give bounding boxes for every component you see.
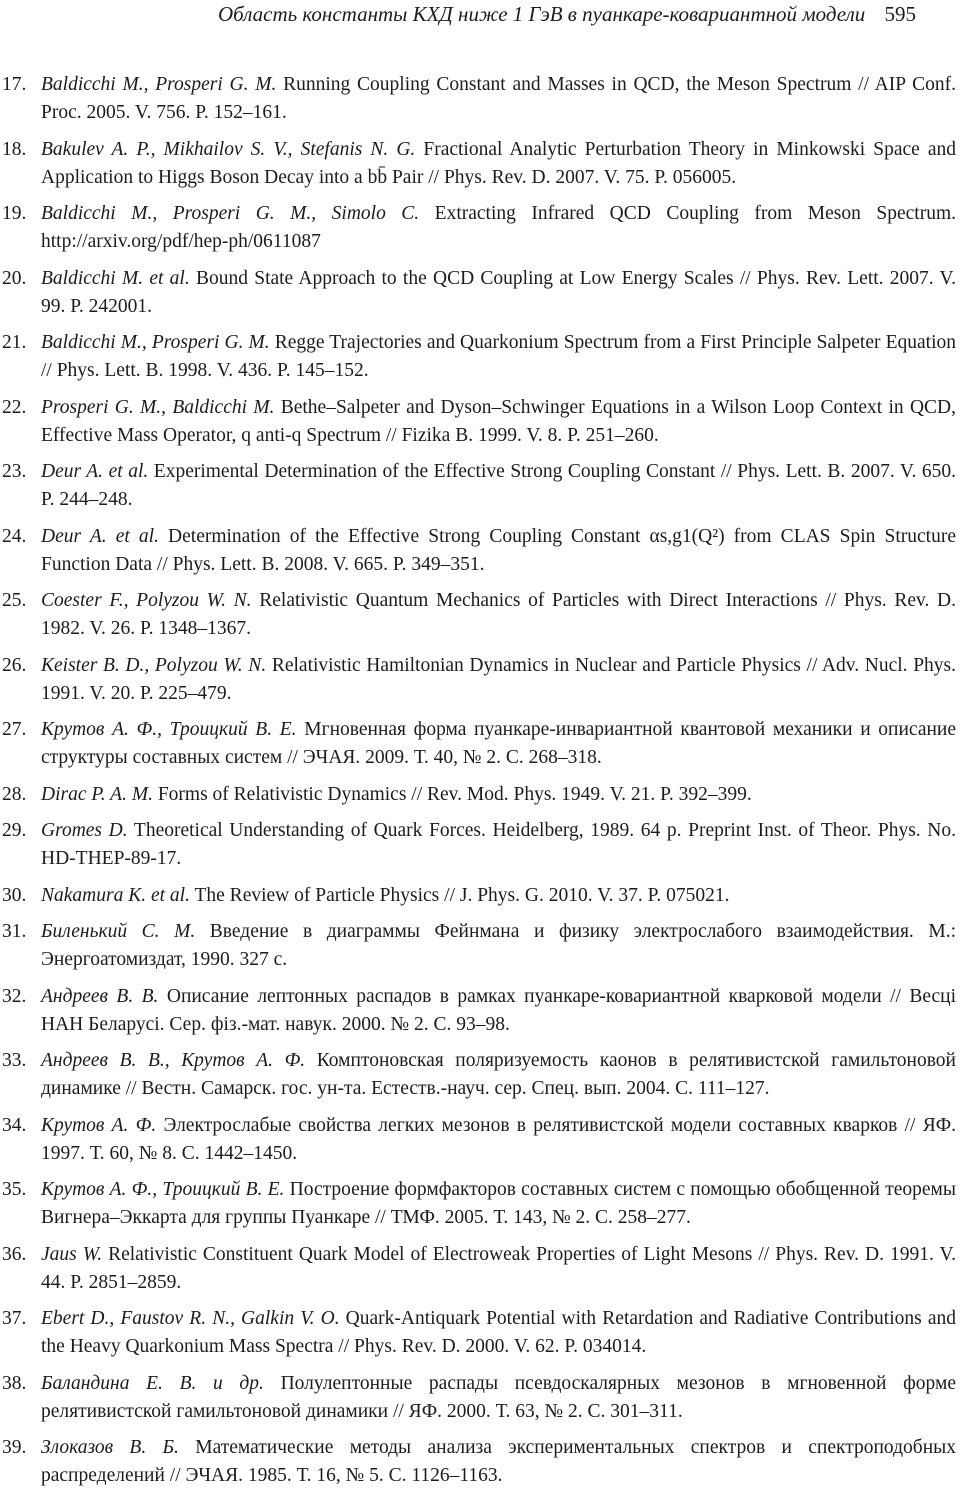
reference-number: 24. [2,525,27,547]
reference-text: Experimental Determination of the Effective Strong Coupling Constant // Phys. Lett. B. 2007. V. 650. P. 244–248. [41,461,956,510]
reference-text: Relativistic Hamiltonian Dynamics in Nuclear and Particle Physics // Adv. Nucl. Phys. 1991. V. 20. P. 225–479. [41,654,956,704]
reference-item [0,136,960,192]
reference-number: 34. [2,1114,27,1136]
reference-authors: Dirac P. A. M. [41,783,153,805]
reference-number: 25. [2,590,27,611]
reference-item [0,265,960,321]
reference-authors: Крутов А. Ф. [41,1114,157,1136]
reference-authors: Биленький С. М. [41,921,196,942]
reference-number: 20. [2,267,27,289]
reference-number: 19. [2,203,27,224]
reference-number: 35. [2,1179,27,1200]
reference-number: 22. [2,396,27,418]
reference-authors: Андреев В. В. [41,985,159,1007]
reference-text: Математические методы анализа экспериментальных спектров и спектроподобных распределений // ЭЧАЯ. 1985. Т. 16, № 5. С. 1126–1163. [41,1437,956,1486]
reference-item [0,458,960,514]
reference-number: 38. [2,1372,27,1394]
reference-text: Running Coupling Constant and Masses in QCD, the Meson Spectrum // AIP Conf. Proc. 2005. V. 756. P. 152–161. [41,74,956,123]
reference-authors: Prosperi G. M., Baldicchi M. [41,396,275,418]
reference-text: Bound State Approach to the QCD Coupling at Low Energy Scales // Phys. Rev. Lett. 2007. V. 99. P. 242001. [41,267,957,317]
reference-text: Quark-Antiquark Potential with Retardation and Radiative Contributions and the Heavy Quarkonium Mass Spectra // Phys. Rev. D. 2000. V. 62. P. 034014. [41,1308,956,1357]
reference-number: 29. [2,820,27,841]
reference-text: Электрослабые свойства легких мезонов в релятивистской модели составных кварков // ЯФ. 1997. Т. 60, № 8. С. 1442–1450. [41,1114,956,1164]
reference-item [0,918,960,974]
reference-authors: Ebert D., Faustov R. N., Galkin V. O. [41,1308,340,1329]
running-header [218,0,916,40]
reference-authors: Злоказов В. Б. [41,1437,179,1458]
reference-number: 28. [2,783,27,805]
reference-authors: Gromes D. [41,820,128,841]
reference-authors: Bakulev A. P., Mikhailov S. V., Stefanis N. G. [41,138,416,160]
reference-number: 30. [2,884,27,906]
reference-number: 33. [2,1050,27,1071]
reference-authors: Баландина Е. В. и др. [41,1372,264,1394]
reference-item [0,1434,960,1490]
reference-authors: Baldicchi M., Prosperi G. M., Simolo C. [41,203,420,224]
reference-number: 23. [2,461,27,482]
page-number: 595 [884,2,916,26]
reference-text: Fractional Analytic Perturbation Theory in Minkowski Space and Application to Higgs Boson Decay into a bb̄ Pair // Phys. Rev. D. 2007. V. 75. P. 056005. [41,138,956,188]
reference-text: Построение формфакторов составных систем с помощью обобщенной теоремы Вигнера–Эккарта для группы Пуанкаре // ТМФ. 2005. Т. 143, № 2. С. 258–277. [41,1179,956,1228]
reference-number: 37. [2,1308,27,1329]
reference-item [0,652,960,708]
reference-number: 32. [2,985,27,1007]
reference-text: Описание лептонных распадов в рамках пуанкаре-ковариантной кварковой модели // Весці НАН Беларусі. Сер. фіз.-мат. навук. 2000. № 2. С. 93–98. [41,985,957,1035]
reference-item [0,523,960,579]
reference-authors: Coester F., Polyzou W. N. [41,590,252,611]
reference-authors: Крутов А. Ф., Троицкий В. Е. [41,1179,285,1200]
reference-item [0,1370,960,1426]
reference-item [0,1305,960,1361]
reference-authors: Baldicchi M., Prosperi G. M. [41,74,277,95]
reference-number: 27. [2,719,27,740]
reference-item [0,329,960,385]
reference-number: 18. [2,138,27,160]
reference-number: 31. [2,921,27,942]
reference-text: Комптоновская поляризуемость каонов в релятивистской гамильтоновой динамике // Вестн. Самарск. гос. ун-та. Естеств.-науч. сер. Спец. вып. 2004. С. 111–127. [41,1050,956,1099]
reference-number: 21. [2,332,27,353]
reference-item [0,71,960,127]
reference-number: 39. [2,1437,27,1458]
reference-text: The Review of Particle Physics // J. Phys. G. 2010. V. 37. P. 075021. [189,884,730,906]
running-header-title: Область константы КХД ниже 1 ГэВ в пуанкаре-ковариантной модели [218,2,866,26]
reference-item [0,983,960,1039]
reference-text: Bethe–Salpeter and Dyson–Schwinger Equations in a Wilson Loop Context in QCD, Effective Mass Operator, q anti-q Spectrum // Fizika B. 1999. V. 8. P. 251–260. [41,396,956,446]
reference-text: Theoretical Understanding of Quark Forces. Heidelberg, 1989. 64 p. Preprint Inst. of Theor. Phys. No. HD-THEP-89-17. [41,820,957,869]
reference-item [0,817,960,873]
reference-text: Введение в диаграммы Фейнмана и физику электрослабого взаимодействия. М.: Энергоатомиздат, 1990. 327 с. [41,921,957,970]
reference-text: Forms of Relativistic Dynamics // Rev. Mod. Phys. 1949. V. 21. P. 392–399. [152,783,752,805]
reference-list [0,71,960,1499]
reference-text: Determination of the Effective Strong Coupling Constant αs,g1(Q²) from CLAS Spin Structure Function Data // Phys. Lett. B. 2008. V. 665. P. 349–351. [41,525,956,575]
reference-number: 36. [2,1243,27,1265]
reference-text: Extracting Infrared QCD Coupling from Meson Spectrum. http://arxiv.org/pdf/hep-ph/0611087 [41,203,956,252]
reference-item [0,1241,960,1297]
reference-authors: Baldicchi M., Prosperi G. M. [41,332,270,353]
reference-authors: Baldicchi M. et al. [41,267,190,289]
reference-item [0,882,960,910]
reference-authors: Nakamura K. et al. [41,884,190,906]
reference-item [0,1176,960,1232]
reference-item [0,716,960,772]
reference-authors: Keister B. D., Polyzou W. N. [41,654,267,676]
reference-item [0,200,960,256]
reference-text: Мгновенная форма пуанкаре-инвариантной квантовой механики и описание структуры составных систем // ЭЧАЯ. 2009. Т. 40, № 2. С. 268–318. [41,719,957,768]
reference-item [0,1112,960,1168]
reference-item [0,781,960,809]
reference-authors: Deur A. et al. [41,461,149,482]
reference-authors: Крутов А. Ф., Троицкий В. Е. [41,719,297,740]
reference-number: 17. [2,74,27,95]
reference-authors: Андреев В. В., Крутов А. Ф. [41,1050,306,1071]
reference-item [0,1047,960,1103]
reference-text: Regge Trajectories and Quarkonium Spectrum from a First Principle Salpeter Equation // Phys. Lett. B. 1998. V. 436. P. 145–152. [41,332,956,381]
reference-text: Полулептонные распады псевдоскалярных мезонов в мгновенной форме релятивистской гамильтоновой динамики // ЯФ. 2000. Т. 63, № 2. С. 301–311. [41,1372,956,1422]
reference-item [0,587,960,643]
reference-authors: Jaus W. [41,1243,103,1265]
reference-number: 26. [2,654,27,676]
reference-text: Relativistic Constituent Quark Model of Electroweak Properties of Light Mesons // Phys. Rev. D. 1991. V. 44. P. 2851–2859. [41,1243,956,1293]
reference-text: Relativistic Quantum Mechanics of Particles with Direct Interactions // Phys. Rev. D. 1982. V. 26. P. 1348–1367. [41,590,956,639]
reference-authors: Deur A. et al. [41,525,159,547]
reference-item [0,394,960,450]
